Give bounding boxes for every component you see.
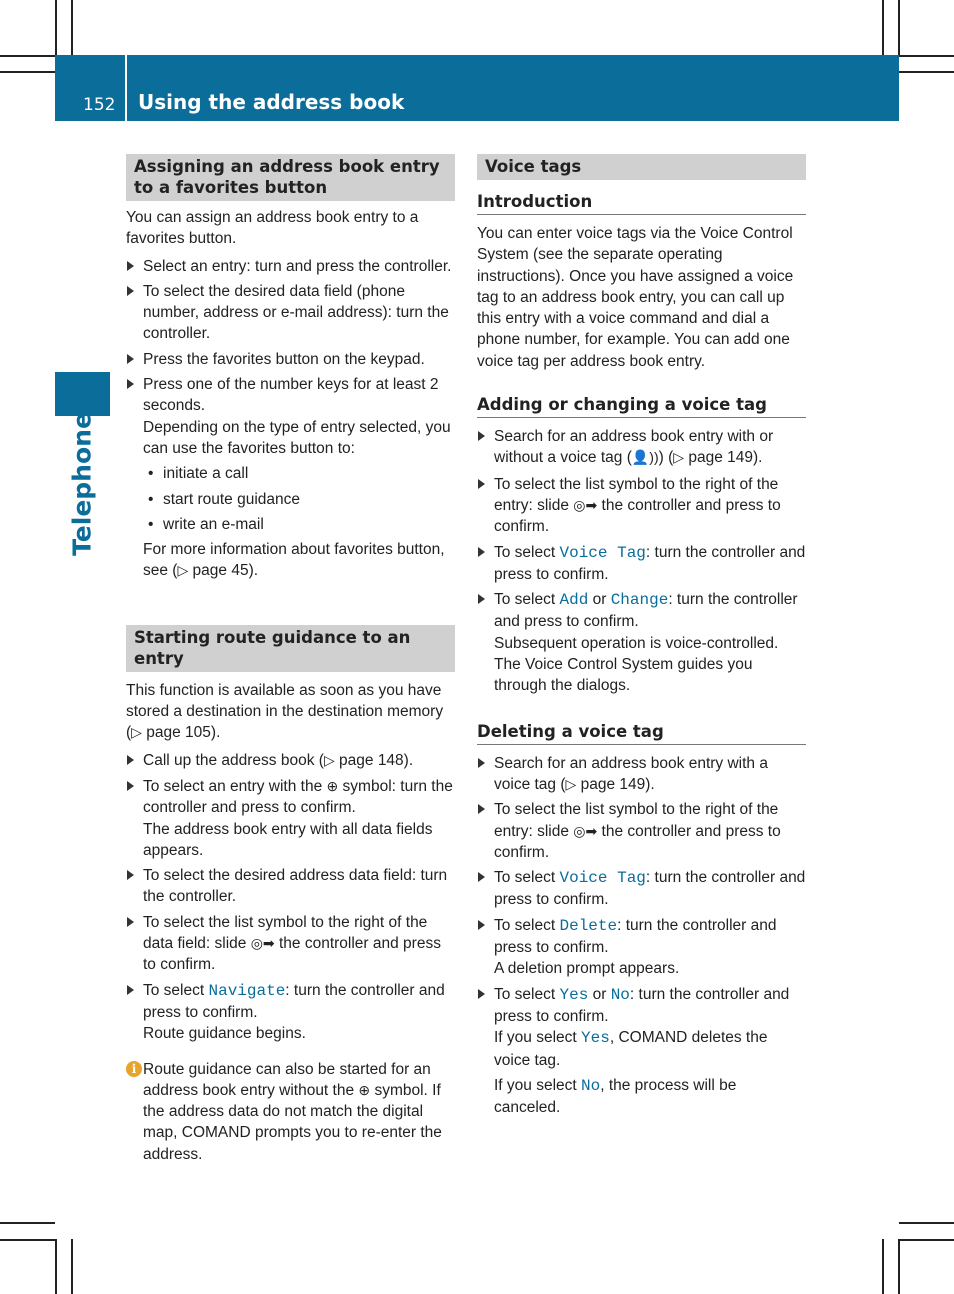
side-tab-marker <box>55 372 110 416</box>
destination-symbol-icon: ⊕ <box>326 777 339 794</box>
subheading-adding-voice-tag: Adding or changing a voice tag <box>477 394 806 418</box>
step-note: If you select No, the process will be canceled. <box>494 1076 737 1117</box>
menu-item-navigate: Navigate <box>208 981 286 1000</box>
step-item: To select Add or Change: turn the controller and press to confirm. Subsequent operation is voice-controlled. The Voice Control System guides you through the dialogs. <box>477 589 806 696</box>
page-ref-icon: ▷ <box>131 724 142 741</box>
step-item: To select the list symbol to the right of the entry: slide ◎➡ the controller and press to confirm. <box>477 474 806 538</box>
step-item: Press one of the number keys for at least 2 seconds. Depending on the type of entry selected, you can use the favorites button to: • initiate a call • start route guidance • write an e-mail For more information about favorites button, see (▷ page 45). <box>126 374 455 582</box>
step-note: Route guidance begins. <box>143 1025 306 1043</box>
step-arrow-icon <box>478 479 485 489</box>
step-item: Call up the address book (▷ page 148). <box>126 750 455 771</box>
menu-item-voice-tag: Voice Tag <box>559 543 646 562</box>
page-number: 152 <box>83 95 116 115</box>
paragraph: You can enter voice tags via the Voice Control System (see the separate operating instructions). Once you have assigned a voice tag to an address book entry, you can call up this entry with a voice command and dial a phone number, for example. You can add one voice tag per address book entry. <box>477 225 794 370</box>
crop-mark <box>899 1222 954 1224</box>
subheading-deleting-voice-tag: Deleting a voice tag <box>477 721 806 745</box>
page-ref-icon: ▷ <box>565 775 577 792</box>
paragraph: You can assign an address book entry to a favorites button. <box>126 209 419 248</box>
step-arrow-icon <box>127 985 134 995</box>
crop-mark <box>899 55 954 57</box>
step-item: To select Voice Tag: turn the controller and press to confirm. <box>477 867 806 911</box>
menu-item-yes: Yes <box>559 985 589 1004</box>
crop-mark <box>55 0 57 55</box>
voice-tag-icon: 👤)) <box>631 449 659 466</box>
step-arrow-icon <box>478 594 485 604</box>
crop-mark <box>0 55 55 57</box>
crop-mark <box>71 1239 73 1294</box>
crop-mark <box>55 1239 57 1294</box>
step-item: To select Delete: turn the controller and press to confirm. A deletion prompt appears. <box>477 915 806 980</box>
right-column <box>477 154 806 1118</box>
step-arrow-icon <box>478 872 485 882</box>
step-item: Search for an address book entry with or without a voice tag (👤))) (▷ page 149). <box>477 426 806 469</box>
step-arrow-icon <box>478 989 485 999</box>
controller-slide-icon: ◎➡ <box>573 822 598 839</box>
step-arrow-icon <box>127 917 134 927</box>
step-item: To select the desired address data field: turn the controller. <box>126 865 455 908</box>
crop-mark <box>0 71 55 73</box>
menu-item-no: No <box>610 985 630 1004</box>
step-item: To select the desired data field (phone number, address or e-mail address): turn the controller. <box>126 281 455 345</box>
crop-mark <box>71 0 73 55</box>
crop-mark <box>899 71 954 73</box>
subheading-introduction: Introduction <box>477 191 806 215</box>
page-title: Using the address book <box>138 90 405 114</box>
menu-item-no: No <box>581 1076 601 1095</box>
menu-item-delete: Delete <box>559 916 618 935</box>
step-item: To select the list symbol to the right of the entry: slide ◎➡ the controller and press to confirm. <box>477 799 806 863</box>
step-arrow-icon <box>127 755 134 765</box>
crop-mark <box>882 0 884 55</box>
step-note: The address book entry with all data fields appears. <box>143 820 433 859</box>
step-arrow-icon <box>127 781 134 791</box>
menu-item-yes: Yes <box>581 1029 610 1048</box>
step-arrow-icon <box>127 261 134 271</box>
step-note: If you select Yes, COMAND deletes the voice tag. <box>494 1029 768 1069</box>
step-item: To select Voice Tag: turn the controller and press to confirm. <box>477 542 806 586</box>
side-tab-label: Telephone <box>67 412 97 556</box>
step-item: Search for an address book entry with a voice tag (▷ page 149). <box>477 753 806 796</box>
page-ref-icon: ▷ <box>673 449 685 466</box>
crop-mark <box>0 1239 55 1241</box>
step-note: A deletion prompt appears. <box>494 960 680 978</box>
menu-item-change: Change <box>610 591 669 610</box>
section-heading-route-guidance: Starting route guidance to an entry <box>126 625 455 672</box>
crop-mark <box>898 1239 900 1294</box>
menu-item-voice-tag: Voice Tag <box>559 869 646 888</box>
info-note: i Route guidance can also be started for an address book entry without the ⊕ symbol. If the address data do not match the digital map, COMAND prompts you to re-enter the address. <box>126 1059 455 1165</box>
step-item: To select the list symbol to the right of the data field: slide ◎➡ the controller and press to confirm. <box>126 912 455 976</box>
step-arrow-icon <box>478 431 485 441</box>
menu-item-add: Add <box>559 591 589 610</box>
header-divider <box>125 55 127 121</box>
step-note: For more information about favorites button, see (▷ page 45). <box>143 541 445 580</box>
controller-slide-icon: ◎➡ <box>573 496 598 513</box>
step-arrow-icon <box>127 870 134 880</box>
page-ref-icon: ▷ <box>323 751 335 768</box>
bullet-item: • initiate a call <box>148 465 249 483</box>
step-item: Select an entry: turn and press the controller. <box>126 256 455 277</box>
paragraph: This function is available as soon as you have stored a destination in the destination memory (▷ page 105). <box>126 681 444 742</box>
left-column <box>126 154 455 1165</box>
crop-mark <box>0 1222 55 1224</box>
crop-mark <box>898 0 900 55</box>
page-ref-icon: ▷ <box>177 562 189 579</box>
step-note: Subsequent operation is voice-controlled. The Voice Control System guides you through the dialogs. <box>494 634 779 695</box>
step-arrow-icon <box>478 547 485 557</box>
section-heading-voice-tags: Voice tags <box>477 154 806 180</box>
step-arrow-icon <box>127 286 134 296</box>
step-arrow-icon <box>478 804 485 814</box>
bullet-item: • start route guidance <box>148 490 301 508</box>
info-icon: i <box>126 1061 142 1077</box>
step-arrow-icon <box>478 758 485 768</box>
destination-symbol-icon: ⊕ <box>358 1081 371 1098</box>
step-note: Depending on the type of entry selected, you can use the favorites button to: <box>143 418 451 457</box>
controller-slide-icon: ◎➡ <box>250 935 275 952</box>
step-item: To select Navigate: turn the controller and press to confirm. Route guidance begins. <box>126 980 455 1045</box>
crop-mark <box>882 1239 884 1294</box>
step-item: To select Yes or No: turn the controller and press to confirm. If you select Yes, COMAND deletes the voice tag. If you select No, the process will be canceled. <box>477 984 806 1119</box>
step-item: To select an entry with the ⊕ symbol: turn the controller and press to confirm. The address book entry with all data fields appears. <box>126 776 455 861</box>
step-arrow-icon <box>127 354 134 364</box>
step-item: Press the favorites button on the keypad. <box>126 349 455 370</box>
step-arrow-icon <box>478 920 485 930</box>
section-heading-favorites: Assigning an address book entry to a favorites button <box>126 154 455 201</box>
step-arrow-icon <box>127 379 134 389</box>
bullet-item: • write an e-mail <box>148 515 264 533</box>
crop-mark <box>899 1239 954 1241</box>
